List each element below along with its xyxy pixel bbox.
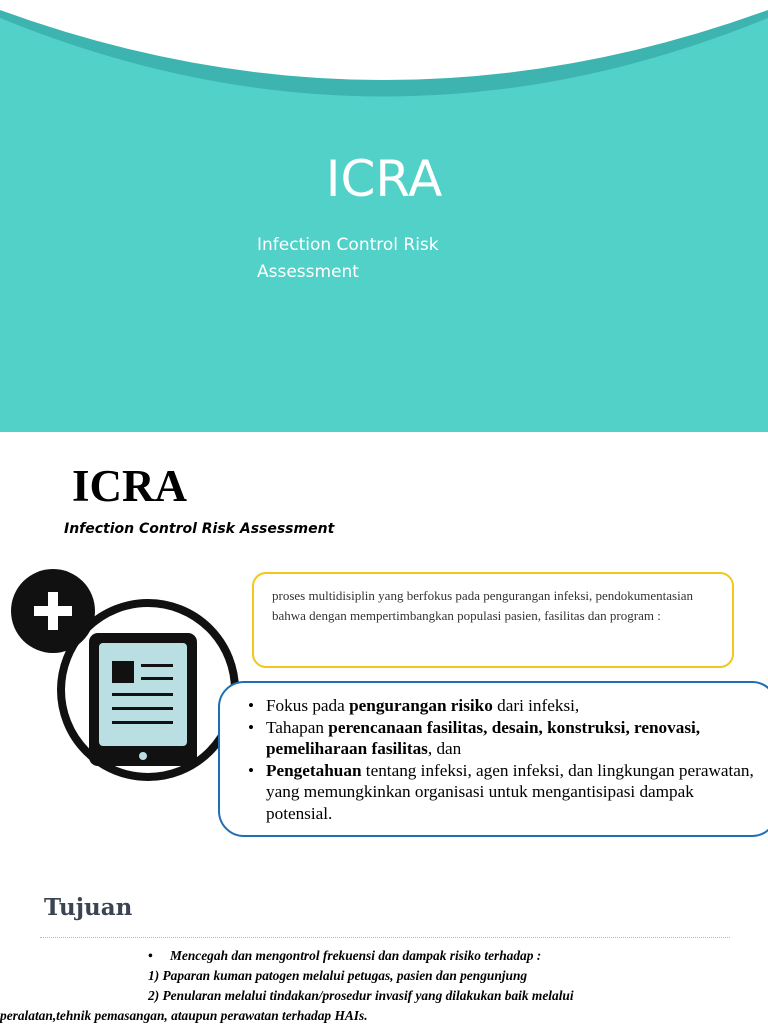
section-title: ICRA (72, 461, 188, 511)
key-points-box (218, 681, 768, 837)
tujuan-line: 2) Penularan melalui tindakan/prosedur invasif yang dilakukan baik melalui (148, 988, 574, 1003)
tujuan-line: 1) Paparan kuman patogen melalui petugas, pasien dan pengunjung (148, 968, 528, 983)
key-point: • Tahapan perencanaan fasilitas, desain, konstruksi, renovasi, pemeliharaan fasilitas, dan (248, 717, 701, 758)
tujuan-body (0, 946, 728, 1026)
top-arc-decoration (0, 0, 768, 120)
bullet-marker: • (248, 696, 255, 715)
slide-subtitle: Infection Control Risk Assessment (257, 235, 439, 282)
definition-text: proses multidisiplin yang berfokus pada pengurangan infeksi, pendokumentasian bahwa dengan mempertimbangkan populasi pasien, fasilitas dan program : (272, 588, 693, 623)
definition-box (252, 572, 734, 668)
key-point: • Fokus pada pengurangan risiko dari infeksi, (248, 696, 580, 715)
bullet-marker: • (248, 717, 255, 737)
bullet-marker: • (148, 948, 153, 963)
plus-icon (11, 569, 95, 653)
title-slide (0, 0, 768, 432)
tujuan-line: • Mencegah dan mengontrol frekuensi dan dampak risiko terhadap : (148, 946, 728, 966)
dotted-divider (40, 937, 730, 938)
slide-title: ICRA (325, 150, 443, 208)
tujuan-line: peralatan,tehnik pemasangan, ataupun perawatan terhadap HAIs. (0, 1008, 368, 1023)
section-subtitle: Infection Control Risk Assessment (64, 521, 335, 537)
tablet-document-icon (89, 633, 197, 766)
tujuan-heading: Tujuan (44, 894, 133, 921)
bullet-marker: • (248, 760, 255, 780)
key-point: • Pengetahuan tentang infeksi, agen infeksi, dan lingkungan perawatan, yang memungkinkan organisasi untuk mengantisipasi dampak potensial. (248, 760, 754, 823)
icra-illustration (0, 560, 250, 790)
